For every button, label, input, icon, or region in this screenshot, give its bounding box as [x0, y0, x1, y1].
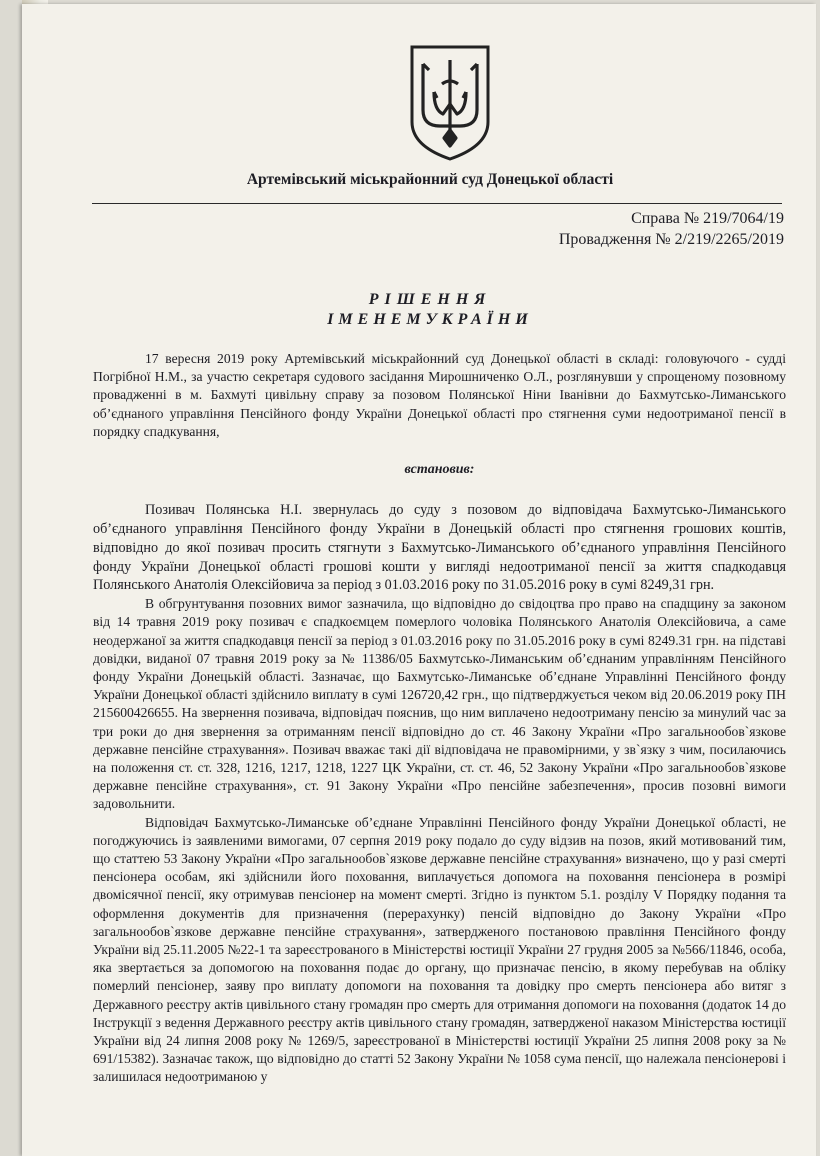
paragraph-grounds: В обгрунтування позовних вимог зазначила, що відповідно до свідоцтва про право на спадщину за законом від 14 травня 2019 року позивач є спадкоємцем померлого чоловіка Полянського Анатолія Олексійовича, а саме неодержаної за життя спадкодавця пенсії за період з 01.03.2016 року по 31.05.2016 року в сумі 8249.31 грн. на підставі довідки, виданої 07 травня 2019 року за № 11386/05 Бахмутсько-Лиманським об’єднаним управлінням Пенсійного фонду України Донецькій області. Зазначає, що Бахмутсько-Лиманське об’єднане Управлінні Пенсійного фонду України Донецької області здійснило виплату в сумі 126720,42 грн., що підтверджується чеком від 20.06.2019 року ПН 215600426655. На звернення позивача, відповідач пояснив, що ним виплачено недоотриману пенсію за минулий час за три роки до дня звернення за отриманням пенсії відповідно до ст. 46 Закону України «Про загальнообов`язкове державне пенсійне страхування». Позивач вважає такі дії відповідача не правомірними, у зв`язку з чим, посилаючись на положення ст. ст. 328, 1216, 1217, 1218, 1227 ЦК України, ст. ст. 46, 52 Закону України «Про загальнообов`язкове державне пенсійне страхування», ст. 91 Закону України «Про пенсійне забезпечення», просив позовні вимоги задовольнити. [93, 596, 786, 812]
paragraph-claim: Позивач Полянська Н.І. звернулась до суду з позовом до відповідача Бахмутсько-Лиманського об’єднаного управління Пенсійного фонду України в Донецькій області про стягнення грошових коштів, відповідно до якої позивач просить стягнути з Бахмутсько-Лиманського об’єднаного управління Пенсійного фонду України Донецької області грошові кошти у вигляді недоотриманої пенсії за життя спадкодавця Полянського Анатолія Олексійовича за період з 01.03.2016 року по 31.05.2016 року в сумі 8249,31 грн. [93, 502, 786, 594]
header-divider [92, 203, 782, 204]
trident-coat-of-arms-icon [409, 44, 491, 162]
proceeding-number: Провадження № 2/219/2265/2019 [558, 231, 784, 248]
paragraph-defense: Відповідач Бахмутсько-Лиманське об’єднане Управлінні Пенсійного фонду України Донецької області, не погоджуючись із заявленими вимогами, 07 серпня 2019 року подало до суду відзив на позов, який мотивований тим, що статтею 53 Закону України «Про загальнообов`язкове державне пенсійне страхування» визначено, що у разі смерті пенсіонера особам, які здійснили його поховання, виплачується допомога на поховання пенсіонера в розмірі двомісячної пенсії, яку отримував пенсіонер на момент смерті. Згідно із пунктом 5.1. розділу V Порядку подання та оформлення документів для призначення (перерахунку) пенсій відповідно до Закону України «Про загальнообов`язкове державне пенсійне страхування», затвердженого постановою правління Пенсійного фонду України від 25.11.2005 №22-1 та зареєстрованого в Міністерстві юстиції України 27 грудня 2005 за №566/11846, особа, яка звертається за допомогою на поховання подає до органу, що призначає пенсію, в якому перебував на обліку померлий пенсіонер, заяву про виплату допомоги на поховання та довідку про смерть пенсіонера або витяг з Державного реєстру актів цивільного стану громадян про смерть для отримання допомоги на поховання (додаток 14 до Інструкції з ведення Державного реєстру актів цивільного стану громадян, затвердженої наказом Міністерства юстиції України від 24 липня 2008 року № 1269/5, зареєстрованої в Міністерстві юстиції України 25 липня 2008 року за № 691/15382). Зазначає також, що відповідно до статті 52 Закону України № 1058 сума пенсії, що належала пенсіонерові і залишилася недоотриманою у [93, 814, 786, 1085]
decision-title: РІШЕННЯ [368, 291, 492, 308]
intro-paragraph: 17 вересня 2019 року Артемівський міськрайонний суд Донецької області в складі: головуючого - судді Погрібної Н.М., за участю секретаря судового засідання Мирошниченко О.Л., розглянувши у спрощеному позовному провадженні в м. Бахмуті цивільну справу за позовом Полянської Ніни Іванівни до Бахмутсько-Лиманського об’єднаного управління Пенсійного фонду України Донецької області про стягнення суми недоотриманої пенсії в порядку спадкування, [93, 351, 786, 439]
section-heading: встановив: [404, 462, 475, 478]
decision-subtitle: ІМЕНЕМУКРАЇНИ [327, 311, 533, 328]
case-info [464, 208, 784, 250]
court-name: Артемівський міськрайонний суд Донецької області [246, 171, 614, 188]
decision-body [93, 350, 786, 1087]
case-number: Справа № 219/7064/19 [631, 210, 784, 227]
